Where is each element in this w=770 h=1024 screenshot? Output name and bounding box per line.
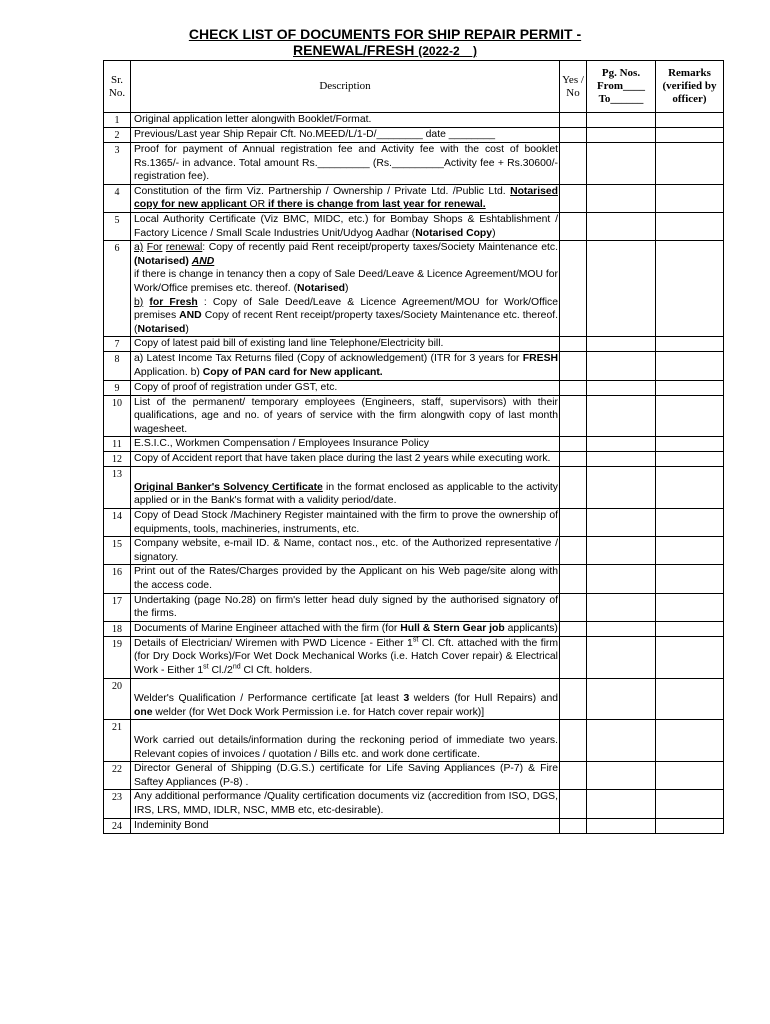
row-description: [131, 678, 560, 720]
yes-no-cell[interactable]: [560, 337, 587, 352]
row-serial-number: 4: [104, 184, 131, 212]
row-serial-number: 22: [104, 762, 131, 790]
description-text: ): [344, 282, 349, 294]
yes-no-cell[interactable]: [560, 352, 587, 380]
description-text: Work carried out details/information during the reckoning period of immediate two years. Relevant copies of invoices / quotation / Bills etc. and work done certificate.: [134, 734, 558, 760]
checklist-row: [104, 113, 724, 128]
description-text: a): [134, 242, 144, 254]
checklist-row: [104, 337, 724, 352]
checklist-row: [104, 143, 724, 185]
description-text: For: [146, 242, 163, 254]
page-numbers-cell[interactable]: [587, 452, 656, 467]
row-description: [131, 790, 560, 818]
yes-no-cell[interactable]: [560, 184, 587, 212]
checklist-row: [104, 593, 724, 621]
checklist-row: [104, 762, 724, 790]
document-title: CHECK LIST OF DOCUMENTS FOR SHIP REPAIR PERMIT -: [188, 26, 582, 42]
description-text: Details of Electrician/ Wiremen with PWD Licence - Either 1: [134, 637, 413, 649]
remarks-cell[interactable]: [656, 678, 724, 720]
description-text: Notarised: [297, 282, 345, 294]
yes-no-cell[interactable]: [560, 678, 587, 720]
page-numbers-cell[interactable]: [587, 790, 656, 818]
remarks-cell[interactable]: [656, 380, 724, 395]
row-description: [131, 565, 560, 593]
description-text: Director General of Shipping (D.G.S.) certificate for Life Saving Appliances (P-7) & Fire Saftey Appliances (P-8) .: [134, 763, 558, 788]
subtitle-year: (2022-2__): [418, 44, 477, 58]
yes-no-cell[interactable]: [560, 720, 587, 762]
page-numbers-cell[interactable]: [587, 537, 656, 565]
remarks-cell[interactable]: [656, 241, 724, 337]
row-serial-number: 3: [104, 143, 131, 185]
description-text: Copy of recent Rent receipt/property taxes/Society Maintenance etc. thereof. (: [134, 310, 558, 335]
checklist-row: [104, 452, 724, 467]
yes-no-cell[interactable]: [560, 113, 587, 128]
row-description: [131, 212, 560, 240]
checklist-row: [104, 241, 724, 337]
description-text: Application. b): [134, 366, 203, 378]
row-serial-number: 6: [104, 241, 131, 337]
description-text: : Copy of recently paid Rent receipt/property taxes/Society Maintenance etc.: [202, 242, 559, 254]
description-text: Copy of Accident report that have taken place during the last 2 years while executing work.: [134, 453, 551, 465]
yes-no-cell[interactable]: [560, 790, 587, 818]
subtitle-type: RENEWAL/FRESH: [293, 42, 415, 58]
remarks-cell[interactable]: [656, 143, 724, 185]
yes-no-cell[interactable]: [560, 143, 587, 185]
page-numbers-cell[interactable]: [587, 509, 656, 537]
description-text: Undertaking (page No.28) on firm's letter head duly signed by the authorised signatory of the firms.: [134, 594, 558, 620]
checklist-row: [104, 352, 724, 380]
page-numbers-cell[interactable]: [587, 621, 656, 636]
row-serial-number: 10: [104, 395, 131, 437]
description-text: Local Authority Certificate (Viz BMC, MIDC, etc.) for Bombay Shops & Eshtablishment / Factory Licence / Small Scale Industries Unit/Udyog Aadhar (: [134, 213, 558, 239]
description-text: Cl Cft. holders.: [240, 665, 313, 676]
description-text: for Fresh: [149, 296, 198, 308]
row-serial-number: 23: [104, 790, 131, 818]
description-text: one: [134, 706, 153, 718]
description-text: nd: [232, 663, 241, 671]
remarks-cell[interactable]: [656, 337, 724, 352]
page-numbers-cell[interactable]: [587, 565, 656, 593]
description-text: Notarised: [137, 323, 186, 335]
description-text: Notarised Copy: [415, 227, 493, 239]
checklist-row: [104, 621, 724, 636]
page-numbers-cell[interactable]: [587, 352, 656, 380]
page-numbers-cell[interactable]: [587, 720, 656, 762]
row-description: [131, 467, 560, 509]
description-text: welder (for Wet Dock Work Permission i.e. for Hatch cover repair work)]: [152, 706, 485, 718]
row-description: [131, 437, 560, 452]
checklist-row: [104, 537, 724, 565]
description-text: Copy of proof of registration under GST, etc.: [134, 381, 338, 393]
row-serial-number: 21: [104, 720, 131, 762]
remarks-cell[interactable]: [656, 593, 724, 621]
description-text: List of the permanent/ temporary employees (Engineers, staff, supervisors) with their qualifications, age and no. of years of service with the firm alongwith copy of last month wagesheet.: [134, 396, 558, 435]
page-numbers-cell[interactable]: [587, 437, 656, 452]
description-text: if there is change in tenancy then a copy of Sale Deed/Leave & Licence Agreement/MOU for Work/Office premises etc. thereof. (: [134, 269, 558, 294]
remarks-cell[interactable]: [656, 762, 724, 790]
row-description: [131, 395, 560, 437]
description-text: AND: [191, 255, 215, 267]
page-numbers-cell[interactable]: [587, 818, 656, 833]
checklist-row: [104, 128, 724, 143]
description-text: (Notarised): [134, 255, 189, 267]
remarks-cell[interactable]: [656, 352, 724, 380]
row-description: [131, 537, 560, 565]
yes-no-cell[interactable]: [560, 241, 587, 337]
remarks-cell[interactable]: [656, 212, 724, 240]
row-serial-number: 24: [104, 818, 131, 833]
checklist-row: [104, 818, 724, 833]
checklist-row: [104, 720, 724, 762]
row-description: [131, 593, 560, 621]
row-serial-number: 13: [104, 467, 131, 509]
checklist-row: [104, 565, 724, 593]
page-numbers-cell[interactable]: [587, 678, 656, 720]
page-numbers-cell[interactable]: [587, 184, 656, 212]
yes-no-cell[interactable]: [560, 636, 587, 678]
remarks-cell[interactable]: [656, 128, 724, 143]
description-text: if there is change from last year for renewal.: [265, 199, 486, 211]
description-text: in the format enclosed as applicable to the activity applied or in the Bank's format with a validity period/date.: [134, 481, 559, 507]
description-text: Notarised copy for new applicant: [134, 185, 558, 211]
remarks-cell[interactable]: [656, 565, 724, 593]
document-subtitle: [0, 42, 770, 60]
page-numbers-cell[interactable]: [587, 143, 656, 185]
remarks-cell[interactable]: [656, 467, 724, 509]
row-description: [131, 241, 560, 337]
page-numbers-cell[interactable]: [587, 762, 656, 790]
description-text: Company website, e-mail ID. & Name, contact nos., etc. of the Authorized representative / signatory.: [134, 538, 558, 563]
description-text: OR: [249, 199, 266, 211]
page-numbers-cell[interactable]: [587, 636, 656, 678]
yes-no-cell[interactable]: [560, 212, 587, 240]
remarks-cell[interactable]: [656, 636, 724, 678]
row-serial-number: 12: [104, 452, 131, 467]
description-text: Copy of Dead Stock /Machinery Register maintained with the firm to prove the ownership of equipments, tools, machineries, instruments, etc.: [134, 510, 558, 535]
row-serial-number: 9: [104, 380, 131, 395]
row-description: [131, 184, 560, 212]
row-description: [131, 762, 560, 790]
page-numbers-cell[interactable]: [587, 467, 656, 509]
page-numbers-cell[interactable]: [587, 337, 656, 352]
description-text: ): [185, 323, 189, 335]
page-numbers-cell[interactable]: [587, 593, 656, 621]
header-yes-no: Yes / No: [560, 61, 587, 113]
description-text: E.S.I.C., Workmen Compensation / Employees Insurance Policy: [134, 438, 429, 450]
remarks-cell[interactable]: [656, 818, 724, 833]
checklist-row: [104, 184, 724, 212]
yes-no-cell[interactable]: [560, 537, 587, 565]
remarks-cell[interactable]: [656, 537, 724, 565]
description-text: Print out of the Rates/Charges provided by the Applicant on his Web page/site along with the access code.: [134, 566, 558, 592]
yes-no-cell[interactable]: [560, 437, 587, 452]
description-text: Copy of PAN card for New applicant.: [202, 366, 383, 378]
row-serial-number: 7: [104, 337, 131, 352]
description-text: Constitution of the firm Viz. Partnership / Ownership / Private Ltd. /Public Ltd.: [134, 185, 511, 197]
remarks-cell[interactable]: [656, 395, 724, 437]
header-description: Description: [131, 61, 560, 113]
row-serial-number: 1: [104, 113, 131, 128]
remarks-cell[interactable]: [656, 509, 724, 537]
remarks-cell[interactable]: [656, 184, 724, 212]
checklist-row: [104, 790, 724, 818]
page-numbers-cell[interactable]: [587, 113, 656, 128]
remarks-cell[interactable]: [656, 790, 724, 818]
row-description: [131, 818, 560, 833]
description-text: Previous/Last year Ship Repair Cft. No.MEED/L/1-D/________ date ________: [134, 129, 495, 140]
row-description: [131, 113, 560, 128]
description-text: ): [492, 227, 496, 239]
header-remarks: Remarks (verified by officer): [656, 61, 724, 113]
yes-no-cell[interactable]: [560, 467, 587, 509]
description-text: Proof for payment of Annual registration fee and Activity fee with the cost of booklet Rs.1365/- in advance. Total amount Rs._________ (Rs._________Activity fee + Rs.30600/- registration fee).: [134, 144, 558, 183]
page-numbers-cell[interactable]: [587, 128, 656, 143]
row-description: [131, 143, 560, 185]
checklist-row: [104, 380, 724, 395]
description-text: Original application letter alongwith Booklet/Format.: [134, 114, 372, 125]
yes-no-cell[interactable]: [560, 452, 587, 467]
row-description: [131, 352, 560, 380]
row-description: [131, 621, 560, 636]
yes-no-cell[interactable]: [560, 762, 587, 790]
description-text: st: [412, 636, 419, 644]
remarks-cell[interactable]: [656, 113, 724, 128]
description-text: FRESH: [522, 353, 558, 365]
description-text: Copy of latest paid bill of existing land line Telephone/Electricity bill.: [134, 338, 444, 350]
row-description: [131, 452, 560, 467]
header-row: [104, 61, 724, 113]
row-description: [131, 337, 560, 352]
remarks-cell[interactable]: [656, 621, 724, 636]
description-text: renewal: [165, 242, 203, 254]
yes-no-cell[interactable]: [560, 593, 587, 621]
description-text: welders (for Hull Repairs) and: [409, 693, 559, 705]
row-serial-number: 14: [104, 509, 131, 537]
row-serial-number: 19: [104, 636, 131, 678]
yes-no-cell[interactable]: [560, 565, 587, 593]
description-text: AND: [179, 310, 202, 322]
checklist-row: [104, 212, 724, 240]
description-text: st: [203, 663, 209, 671]
header-sr-no: Sr. No.: [104, 61, 131, 113]
yes-no-cell[interactable]: [560, 380, 587, 395]
remarks-cell[interactable]: [656, 452, 724, 467]
row-serial-number: 2: [104, 128, 131, 143]
description-text: Any additional performance /Quality certification documents viz (accredition from ISO, DGS, IRS, LRS, MMD, IDLR, NSC, MMB etc, etc-desirable).: [134, 791, 558, 816]
checklist-row: [104, 509, 724, 537]
row-description: [131, 380, 560, 395]
description-text: Cl./2: [208, 665, 233, 676]
page-numbers-cell[interactable]: [587, 241, 656, 337]
row-serial-number: 15: [104, 537, 131, 565]
yes-no-cell[interactable]: [560, 818, 587, 833]
description-text: Documents of Marine Engineer attached with the firm (for: [134, 622, 401, 634]
description-text: Original Banker's Solvency Certificate: [134, 481, 323, 493]
page-numbers-cell[interactable]: [587, 395, 656, 437]
description-text: Welder's Qualification / Performance certificate [at least: [134, 693, 404, 705]
page-numbers-cell[interactable]: [587, 212, 656, 240]
remarks-cell[interactable]: [656, 720, 724, 762]
checklist-table: [103, 60, 724, 834]
page-numbers-cell[interactable]: [587, 380, 656, 395]
description-text: 3: [403, 693, 410, 705]
description-text: a) Latest Income Tax Returns filed (Copy of acknowledgement) (ITR for 3 years for: [134, 353, 523, 365]
row-description: [131, 509, 560, 537]
description-text: Hull & Stern Gear job: [400, 622, 505, 634]
checklist-row: [104, 395, 724, 437]
row-description: [131, 720, 560, 762]
description-text: b): [134, 296, 144, 308]
row-serial-number: 17: [104, 593, 131, 621]
row-serial-number: 18: [104, 621, 131, 636]
description-text: Cl. Cft. attached with the firm (for Dry Dock Works)/For Wet Dock Mechanical Works (i.e. Hatch Cover repair) & Electrical Work - Either 1: [134, 637, 558, 676]
yes-no-cell[interactable]: [560, 395, 587, 437]
checklist-row: [104, 636, 724, 678]
row-serial-number: 11: [104, 437, 131, 452]
yes-no-cell[interactable]: [560, 621, 587, 636]
yes-no-cell[interactable]: [560, 128, 587, 143]
description-text: Indeminity Bond: [134, 819, 209, 831]
checklist-row: [104, 678, 724, 720]
row-serial-number: 16: [104, 565, 131, 593]
checklist-row: [104, 437, 724, 452]
description-text: : Copy of Sale Deed/Leave & Licence Agreement/MOU for Work/Office premises: [134, 296, 558, 322]
header-page-numbers: Pg. Nos. From____ To______: [587, 61, 656, 113]
row-serial-number: 5: [104, 212, 131, 240]
checklist-row: [104, 467, 724, 509]
row-serial-number: 8: [104, 352, 131, 380]
remarks-cell[interactable]: [656, 437, 724, 452]
row-description: [131, 128, 560, 143]
row-description: [131, 636, 560, 678]
yes-no-cell[interactable]: [560, 509, 587, 537]
row-serial-number: 20: [104, 678, 131, 720]
description-text: applicants): [504, 622, 558, 634]
